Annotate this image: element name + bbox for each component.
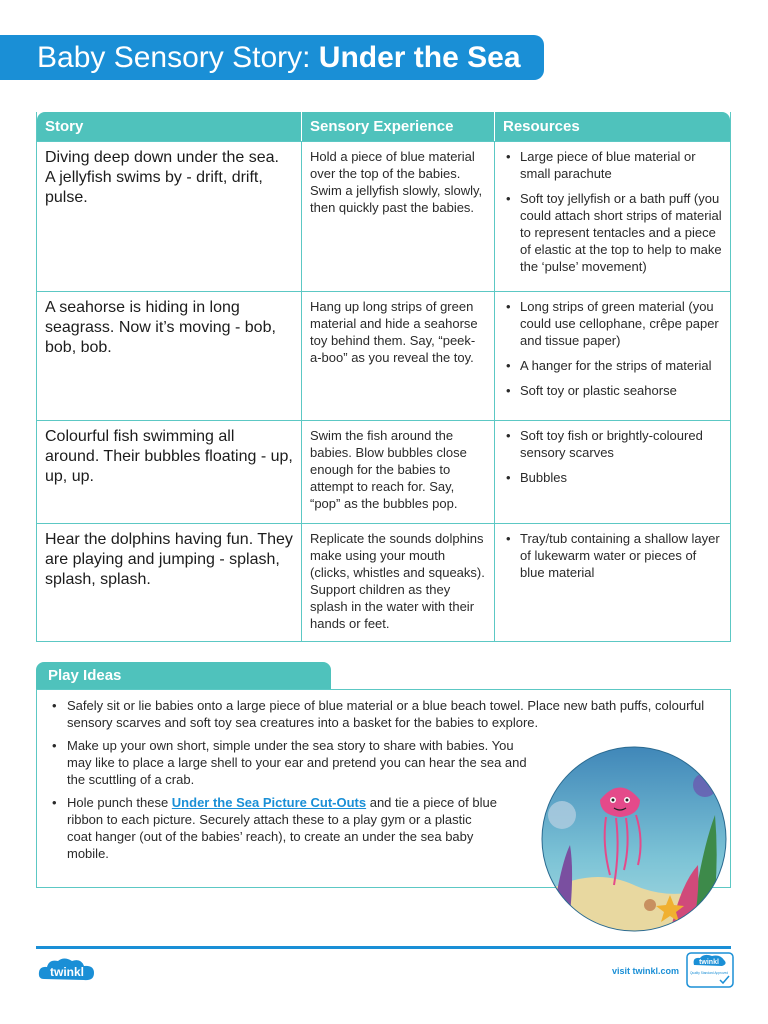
badge-text: Quality Standard Approved	[689, 971, 729, 975]
list-item: • Soft toy jellyfish or a bath puff (you could attach short strips of material to represent tentacles and a piece of elastic at the top to help to make the ‘pulse’ movement)	[503, 190, 722, 275]
story-cell: Colourful fish swimming all around. Their bubbles floating - up, up, up.	[37, 420, 301, 523]
table-row	[37, 420, 730, 523]
resources-cell	[494, 523, 730, 641]
cut-outs-link[interactable]: Under the Sea Picture Cut-Outs	[171, 795, 367, 810]
table-row	[37, 141, 730, 291]
story-cell: Diving deep down under the sea. A jellyfish swims by - drift, drift, pulse.	[37, 141, 301, 291]
under-the-sea-illustration	[540, 745, 728, 933]
table-row	[37, 291, 730, 420]
resources-cell	[494, 291, 730, 420]
sensory-cell: Swim the fish around the babies. Blow bubbles close enough for the babies to attempt to reach for. Say, “pop” as the bubbles pop.	[301, 420, 494, 523]
list-item: • Safely sit or lie babies onto a large piece of blue material or a blue beach towel. Place new bath puffs, colourful sensory scarves and soft toy sea creatures into a basket for the babies to explore.	[48, 697, 727, 731]
visit-twinkl-link[interactable]: visit twinkl.com	[612, 966, 680, 976]
quality-standard-badge	[686, 952, 734, 988]
list-item: • A hanger for the strips of material	[503, 357, 722, 374]
list-item: • Bubbles	[503, 469, 722, 486]
header-story: Story	[37, 112, 301, 141]
list-item: • Large piece of blue material or small parachute	[503, 148, 722, 182]
footer-divider	[36, 946, 731, 949]
title-prefix: Baby Sensory Story:	[37, 41, 319, 74]
story-table	[36, 112, 731, 642]
sensory-cell: Hang up long strips of green material and hide a seahorse toy behind them. Say, “peek-a-boo” as you reveal the toy.	[301, 291, 494, 420]
page-title	[0, 35, 544, 80]
sensory-cell: Replicate the sounds dolphins make using your mouth (clicks, whistles and squeaks). Support children as they splash in the water with their hands or feet.	[301, 523, 494, 641]
story-cell: Hear the dolphins having fun. They are playing and jumping - splash, splash, splash.	[37, 523, 301, 641]
twinkl-logo	[36, 955, 100, 987]
table-row	[37, 523, 730, 641]
list-item: • Tray/tub containing a shallow layer of lukewarm water or pieces of blue material	[503, 530, 722, 581]
badge-brand: twinkl	[699, 959, 719, 966]
list-item	[48, 794, 497, 862]
list-item: • Soft toy or plastic seahorse	[503, 382, 722, 399]
play-ideas-heading: Play Ideas	[36, 662, 331, 689]
play-idea-text: and tie a piece of blue ribbon to each picture. Securely attach these to a play gym or a plastic coat hanger (out of the babies’ reach), to create an under the sea baby mobile.	[67, 795, 497, 861]
play-idea-text: Hole punch these	[67, 795, 172, 810]
logo-text: twinkl	[49, 965, 85, 979]
header-sensory: Sensory Experience	[301, 112, 494, 141]
resources-cell	[494, 141, 730, 291]
sensory-cell: Hold a piece of blue material over the top of the babies. Swim a jellyfish slowly, slowly, then quickly past the babies.	[301, 141, 494, 291]
resources-cell	[494, 420, 730, 523]
title-bold: Under the Sea	[318, 41, 521, 74]
table-header-row	[37, 112, 730, 141]
list-item: • Long strips of green material (you could use cellophane, crêpe paper and tissue paper)	[503, 298, 722, 349]
story-cell: A seahorse is hiding in long seagrass. Now it’s moving - bob, bob, bob.	[37, 291, 301, 420]
list-item: • Soft toy fish or brightly-coloured sensory scarves	[503, 427, 722, 461]
list-item: • Make up your own short, simple under the sea story to share with babies. You may like to place a large shell to your ear and pretend you can hear the sea and the scuttling of a crab.	[48, 737, 527, 788]
header-resources: Resources	[494, 112, 730, 141]
